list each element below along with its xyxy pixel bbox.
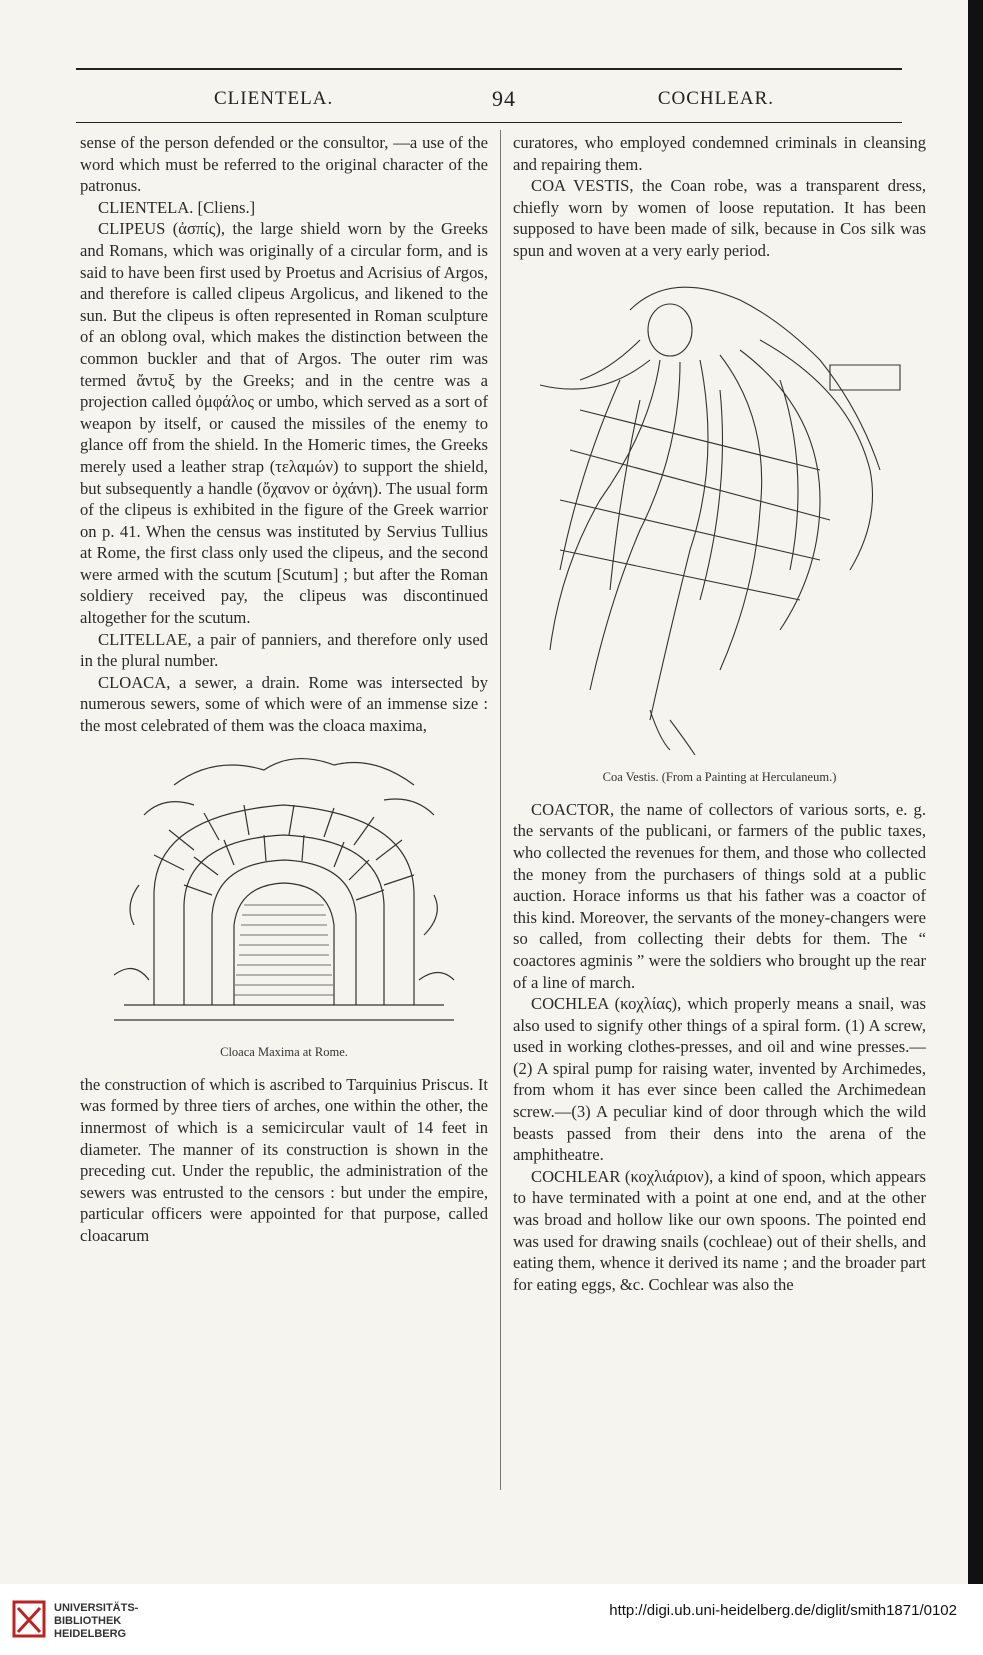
- paragraph: the construction of which is ascribed to Tarquinius Priscus. It was formed by three tiers of arches, one within the other, the innermost of which is a semicircular vault of 14 feet in diameter. The manner of its construction is shown in the preceding cut. Under the republic, the administration of the sewers was entrusted to the censors : but under the empire, particular officers were appointed for that purpose, called cloacarum: [80, 1074, 488, 1245]
- source-url-link[interactable]: http://digi.ub.uni-heidelberg.de/diglit/smith1871/0102: [609, 1602, 957, 1619]
- entry-clientela: CLIENTELA. [Cliens.]: [98, 197, 256, 217]
- entry-clitellae: CLITELLAE, a pair of panniers, and therefore only used in the plural number.: [80, 629, 488, 671]
- right-column: [513, 132, 926, 1295]
- entry-cochlear: COCHLEAR (κοχλιάριον), a kind of spoon, which appears to have terminated with a point at one end, and at the other was broad and hollow like our own spoons. The pointed end was used for drawing snails (cochleae) out of their shells, and eating them, whence it derived its name ; and the broader part for eating eggs, &c. Cochlear was also the: [513, 1166, 926, 1294]
- university-library-logo-icon: [10, 1598, 48, 1640]
- library-name: UNIVERSITÄTS- BIBLIOTHEK HEIDELBERG: [54, 1602, 139, 1640]
- entry-cochlea: COCHLEA (κοχλίας), which properly means a snail, was also used to signify other things of a spiral form. (1) A screw, used in working clothes-presses, and oil and wine presses.—(2) A spiral pump for raising water, invented by Archimedes, from whom it has ever since been called the Archimedean screw.—(3) A peculiar kind of door through which the wild beasts passed from their dens into the arena of the amphitheatre.: [513, 994, 926, 1165]
- figure-caption: Cloaca Maxima at Rome.: [220, 1045, 348, 1060]
- running-header: [76, 88, 902, 116]
- entry-cloaca: CLOACA, a sewer, a drain. Rome was intersected by numerous sewers, some of which were of an immense size : the most celebrated of them was the cloaca maxima,: [80, 672, 488, 736]
- entry-clipeus: CLIPEUS (ἀσπίς), the large shield worn by the Greeks and Romans, which was originally of a circular form, and is said to have been first used by Proetus and Acrisius of Argos, and therefore is called clipeus Argolicus, and likened to the sun. But the clipeus is often represented in Roman sculpture of an oblong oval, which makes the distinction between the common buckler and that of Argos. The outer rim was termed ἄντυξ by the Greeks; and in the centre was a projection called ὀμφάλος or umbo, which served as a sort of weapon by itself, or caused the missiles of the enemy to glance off from the shield. In the Homeric times, the Greeks merely used a leather strap (τελαμών) to support the shield, but subsequently a handle (ὄχανον or ὀχάνη). The usual form of the clipeus is exhibited in the figure of the Greek warrior on p. 41. When the census was instituted by Servius Tullius at Rome, the first class only used the clipeus, and the second were armed with the scutum [Scutum] ; but after the Roman soldiery received pay, the clipeus was discontinued altogether for the scutum.: [80, 219, 488, 628]
- coa-vestis-illustration: [520, 270, 920, 760]
- page-number: 94: [492, 86, 516, 111]
- scan-edge: [968, 0, 983, 1584]
- column-divider: [500, 130, 501, 1490]
- header-right: COCHLEAR.: [657, 88, 774, 109]
- figure-caption: Coa Vestis. (From a Painting at Herculaneum.): [602, 770, 837, 785]
- entry-coa-vestis: COA VESTIS, the Coan robe, was a transparent dress, chiefly worn by women of loose reputation. It has been supposed to have been made of silk, because in Cos silk was spun and woven at a very early period.: [513, 176, 926, 260]
- coa-vestis-figure: [513, 270, 926, 789]
- left-column: [80, 132, 488, 1247]
- cloaca-figure: [80, 745, 488, 1064]
- header-left: CLIENTELA.: [214, 88, 334, 109]
- header-rule: [76, 122, 902, 123]
- top-rule: [76, 68, 902, 70]
- footer-bar: [0, 1584, 983, 1655]
- entry-coactor: COACTOR, the name of collectors of various sorts, e. g. the servants of the publicani, or farmers of the public taxes, who collected the revenues for them, and those who collected the money from the purchasers of things sold at a public auction. Horace informs us that his father was a coactor of this kind. Moreover, the servants of the money-changers were so called, from collecting their debts for them. The “ coactores agminis ” were the soldiers who brought up the rear of a line of march.: [513, 799, 926, 992]
- cloaca-maxima-illustration: [94, 745, 474, 1035]
- paragraph: curatores, who employed condemned criminals in cleansing and repairing them.: [513, 133, 926, 174]
- paragraph: sense of the person defended or the consultor, —a use of the word which must be referred to the original character of the patronus.: [80, 133, 488, 196]
